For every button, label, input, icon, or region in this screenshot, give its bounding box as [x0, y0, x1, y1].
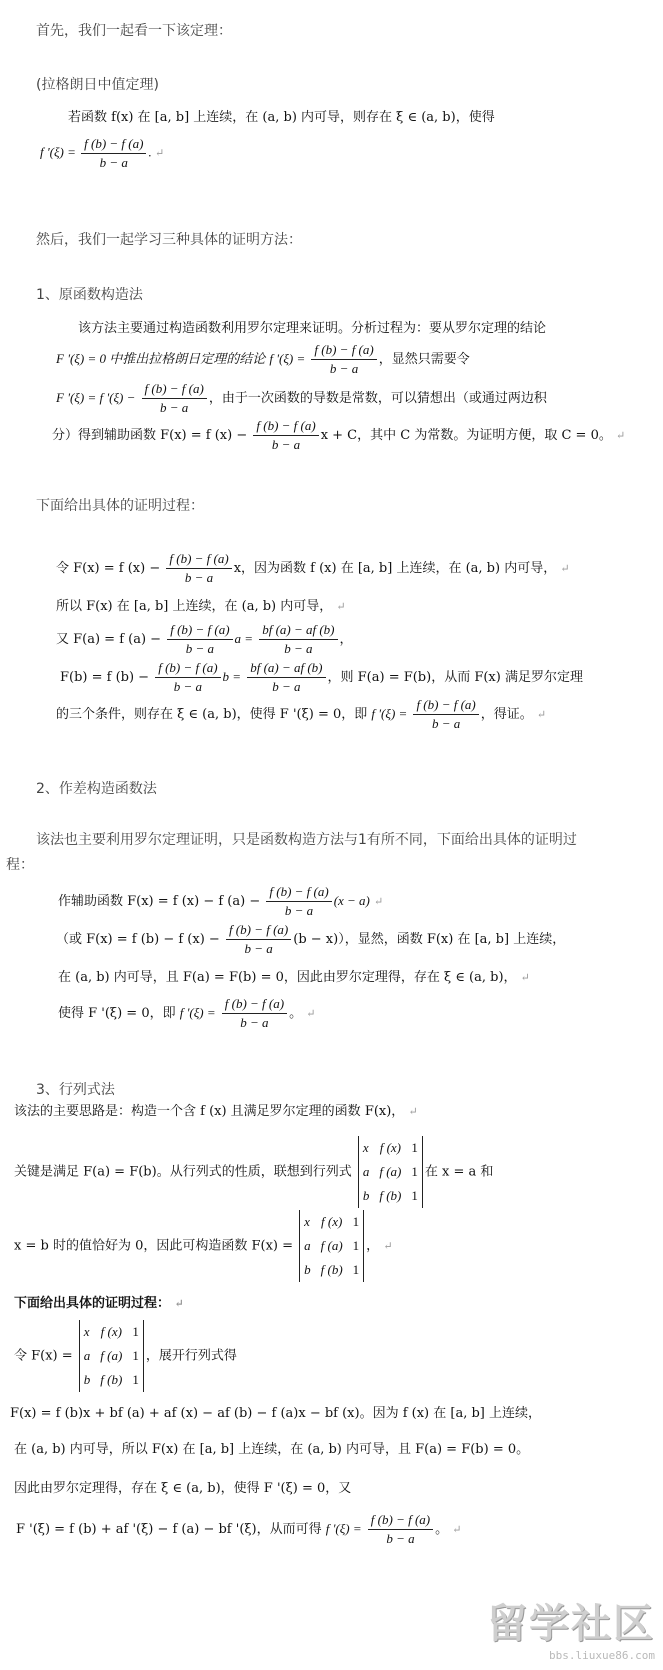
- proof1-l3: [56, 622, 353, 657]
- proof3-l1-b: ，展开行列式得: [145, 1348, 237, 1364]
- det-cell: f (b): [320, 1262, 343, 1277]
- then-text: 然后，我们一起学习三种具体的证明方法：: [36, 232, 302, 248]
- method2-l2-b: (b − x)），显然，函数 F(x) 在 [a, b] 上连续，: [293, 932, 566, 947]
- det-cell: 1: [352, 1214, 360, 1229]
- return-mark-icon: ↵: [408, 1105, 418, 1118]
- method2-l2-a: （或 F(x) = f (b) − f (x) −: [56, 932, 220, 947]
- fraction-numerator: f (b) − f (a): [266, 884, 331, 902]
- mean-value-fraction: [226, 922, 291, 957]
- fraction-numerator: f (b) − f (a): [311, 342, 376, 360]
- fraction-denominator: b − a: [271, 437, 301, 452]
- method2-l3: [58, 966, 530, 985]
- proof3-l2: F(x) = f (b)x + bf (a) + af (x) − af (b) − f (a)x − bf (x)。因为 f (x) 在 [a, b] 上连续，: [10, 1406, 542, 1421]
- f-prime-xi: f '(ξ) =: [269, 351, 306, 366]
- method1-p4-a: 分）得到辅助函数 F(x) = f (x) −: [52, 428, 248, 443]
- method2-l1-b: (x − a): [333, 893, 370, 908]
- fraction-numerator: f (b) − f (a): [167, 622, 232, 640]
- method3-p2-b: 在 x = a 和: [424, 1164, 494, 1180]
- det-cell: x: [83, 1324, 90, 1339]
- method1-p4-b: x + C，其中 C 为常数。为证明方便，取 C = 0。: [320, 428, 612, 443]
- fraction-numerator: f (b) − f (a): [166, 551, 231, 569]
- fraction-denominator: b − a: [99, 155, 128, 170]
- method2-l3-text: 在 (a, b) 内可导，且 F(a) = F(b) = 0，因此由罗尔定理得，存在 ξ ∈ (a, b)，: [58, 970, 517, 985]
- proof3-l1-a: 令 F(x) =: [14, 1348, 73, 1364]
- method1-p3: [56, 381, 547, 416]
- theorem-statement: 若函数 f(x) 在 [a, b] 上连续，在 (a, b) 内可导，则存在 ξ ∈ (a, b)，使得: [68, 110, 495, 125]
- period: 。: [435, 1522, 449, 1537]
- mean-value-fraction: [155, 660, 220, 695]
- det-cell: 1: [411, 1140, 418, 1155]
- method1-heading: 1、原函数构造法: [36, 287, 143, 303]
- watermark-text: 留学社区: [487, 1601, 655, 1647]
- fraction-denominator: b − a: [272, 679, 301, 694]
- fraction-numerator: bf (a) − af (b): [247, 660, 325, 678]
- proof1-l1: [56, 551, 570, 586]
- method2-l4-a: 使得 F '(ξ) = 0，即: [58, 1006, 176, 1021]
- return-mark-icon: ↵: [615, 429, 626, 442]
- return-mark-icon: ↵: [560, 562, 570, 575]
- fraction-numerator: f (b) − f (a): [142, 381, 207, 399]
- proof1-l4: [60, 660, 583, 695]
- det-cell: f (a): [100, 1348, 123, 1363]
- fraction-numerator: f (b) − f (a): [253, 418, 318, 436]
- fraction-denominator: b − a: [160, 400, 189, 415]
- return-mark-icon: ↵: [174, 1297, 184, 1310]
- proof1-l4-a: F(b) = f (b) −: [60, 670, 150, 685]
- fraction-denominator: b − a: [173, 679, 203, 694]
- mean-value-fraction: [311, 342, 376, 377]
- det-cell: b: [304, 1262, 311, 1277]
- det-cell: f (x): [321, 1214, 343, 1229]
- method1-p3-b: ，由于一次函数的导数是常数，可以猜想出（或通过两边积: [208, 391, 547, 406]
- mean-value-fraction: [222, 996, 287, 1031]
- method2-p1b: 程：: [6, 857, 34, 873]
- determinant-fraction: [247, 660, 325, 695]
- method2-heading: 2、作差构造函数法: [36, 781, 157, 797]
- fraction-numerator: f (b) − f (a): [222, 996, 287, 1014]
- f-prime-xi: f '(ξ) =: [179, 1005, 216, 1020]
- f-prime-xi: f '(ξ) =: [325, 1521, 362, 1536]
- fraction-denominator: b − a: [184, 570, 214, 585]
- proof3-l5-a: F '(ξ) = f (b) + af '(ξ) − f (a) − bf '(ξ)，从而可得: [16, 1522, 322, 1537]
- theorem-title: (拉格朗日中值定理): [36, 77, 159, 93]
- method2-p1: 该法也主要利用罗尔定理证明，只是函数构造方法与1有所不同，下面给出具体的证明过: [36, 832, 577, 848]
- proof3-heading-text: 下面给出具体的证明过程：: [14, 1296, 171, 1311]
- f-prime-xi: f '(ξ) =: [40, 144, 76, 160]
- fraction-denominator: b − a: [284, 903, 314, 918]
- proof1-l3-a: 又 F(a) = f (a) −: [56, 632, 162, 647]
- fraction-denominator: b − a: [431, 716, 461, 731]
- det-cell: 1: [411, 1188, 418, 1203]
- method1-p2-a: F '(ξ) = 0 中推出拉格朗日定理的结论: [56, 351, 266, 366]
- fraction-denominator: b − a: [240, 1015, 269, 1030]
- det-cell: f (b): [100, 1372, 123, 1387]
- method1-p1: 该方法主要通过构造函数利用罗尔定理来证明。分析过程为：要从罗尔定理的结论: [78, 321, 547, 336]
- proof1-l3-c: ，: [339, 632, 353, 647]
- proof1-l5-b: ，得证。: [480, 707, 533, 722]
- proof1-l5: [56, 697, 546, 732]
- mean-value-fraction: [266, 884, 331, 919]
- return-mark-icon: ↵: [154, 147, 165, 160]
- watermark-url: bbs.liuxue86.com: [549, 1649, 655, 1662]
- det-cell: x: [304, 1214, 310, 1229]
- det-cell: a: [304, 1238, 311, 1253]
- fraction-numerator: f (b) − f (a): [413, 697, 478, 715]
- theorem-formula: [40, 136, 164, 171]
- det-cell: b: [83, 1372, 91, 1387]
- f-prime-xi: f '(ξ) =: [371, 706, 408, 721]
- determinant: [299, 1210, 364, 1282]
- method2-l4: [58, 996, 315, 1031]
- method1-p3-a: F '(ξ) = f '(ξ) −: [56, 390, 136, 405]
- period: .: [148, 144, 152, 160]
- method2-l1: [58, 884, 383, 919]
- determinant: [79, 1320, 144, 1392]
- return-mark-icon: ↵: [536, 708, 547, 721]
- proof1-l4-c: ，则 F(a) = F(b)，从而 F(x) 满足罗尔定理: [327, 670, 583, 685]
- proof3-l3: 在 (a, b) 内可导，所以 F(x) 在 [a, b] 上连续，在 (a, b) 内可导，且 F(a) = F(b) = 0。: [14, 1442, 530, 1457]
- determinant-fraction: [259, 622, 337, 657]
- det-cell: 1: [352, 1238, 360, 1253]
- fraction-denominator: b − a: [329, 361, 359, 376]
- proof1-l5-a: 的三个条件，则存在 ξ ∈ (a, b)，使得 F '(ξ) = 0，即: [56, 707, 368, 722]
- fraction-numerator: bf (a) − af (b): [259, 622, 337, 640]
- method3-p3-b: ，: [366, 1238, 380, 1254]
- det-cell: 1: [132, 1372, 139, 1387]
- proof1-l3-b: a =: [234, 631, 254, 646]
- return-mark-icon: ↵: [306, 1007, 316, 1020]
- det-cell: f (a): [379, 1164, 402, 1179]
- method2-l2: [56, 922, 565, 957]
- proof3-l5: [16, 1512, 461, 1547]
- proof1-l2-text: 所以 F(x) 在 [a, b] 上连续，在 (a, b) 内可导，: [56, 599, 333, 614]
- fraction-numerator: f (b) − f (a): [226, 922, 291, 940]
- mean-value-fraction: [368, 1512, 433, 1547]
- det-cell: f (x): [100, 1324, 122, 1339]
- return-mark-icon: ↵: [520, 971, 530, 984]
- intro-text: 首先，我们一起看一下该定理：: [36, 23, 232, 39]
- mean-value-fraction: [81, 136, 146, 171]
- det-cell: 1: [132, 1348, 139, 1363]
- fraction-denominator: b − a: [386, 1531, 415, 1546]
- return-mark-icon: ↵: [383, 1239, 393, 1253]
- det-cell: 1: [132, 1324, 139, 1339]
- method3-p2-a: 关键是满足 F(a) = F(b)。从行列式的性质，联想到行列式: [14, 1164, 352, 1180]
- method2-l1-a: 作辅助函数 F(x) = f (x) − f (a) −: [58, 894, 261, 909]
- method3-p3: [14, 1210, 393, 1282]
- proof3-l1: [14, 1320, 237, 1392]
- mean-value-fraction: [413, 697, 478, 732]
- fraction-numerator: f (b) − f (a): [368, 1512, 433, 1530]
- proof1-l1-a: 令 F(x) = f (x) −: [56, 561, 161, 576]
- method3-p1-text: 该法的主要思路是：构造一个含 f (x) 且满足罗尔定理的函数 F(x)，: [14, 1104, 405, 1119]
- proof1-l4-b: b =: [222, 669, 242, 684]
- method1-p4: [52, 418, 625, 453]
- det-cell: x: [362, 1140, 369, 1155]
- proof1-l2: [56, 595, 346, 614]
- method3-p2: [14, 1136, 493, 1208]
- fraction-denominator: b − a: [185, 641, 215, 656]
- period: 。: [289, 1006, 303, 1021]
- mean-value-fraction: [142, 381, 207, 416]
- method1-p2: [56, 342, 470, 377]
- fraction-denominator: b − a: [244, 941, 273, 956]
- fraction-numerator: f (b) − f (a): [155, 660, 220, 678]
- det-cell: f (b): [379, 1188, 402, 1203]
- det-cell: a: [83, 1348, 91, 1363]
- proof1-heading: 下面给出具体的证明过程：: [36, 498, 204, 514]
- method3-p1: [14, 1100, 418, 1119]
- return-mark-icon: ↵: [374, 895, 384, 908]
- mean-value-fraction: [166, 551, 231, 586]
- det-cell: b: [362, 1188, 370, 1203]
- proof1-l1-b: x，因为函数 f (x) 在 [a, b] 上连续，在 (a, b) 内可导，: [233, 561, 557, 576]
- mean-value-fraction: [253, 418, 318, 453]
- det-cell: f (x): [379, 1140, 401, 1155]
- proof3-l4: 因此由罗尔定理得，存在 ξ ∈ (a, b)，使得 F '(ξ) = 0，又: [14, 1481, 352, 1496]
- fraction-numerator: f (b) − f (a): [81, 136, 146, 154]
- mean-value-fraction: [167, 622, 232, 657]
- det-cell: f (a): [320, 1238, 343, 1253]
- return-mark-icon: ↵: [452, 1523, 462, 1536]
- method1-p2-b: ，显然只需要令: [378, 352, 470, 367]
- det-cell: 1: [411, 1164, 418, 1179]
- determinant: [358, 1136, 423, 1208]
- fraction-denominator: b − a: [284, 641, 313, 656]
- proof3-heading: [14, 1292, 184, 1311]
- return-mark-icon: ↵: [336, 600, 346, 613]
- det-cell: 1: [352, 1262, 360, 1277]
- watermark-logo: [487, 1592, 655, 1662]
- det-cell: a: [362, 1164, 370, 1179]
- method3-p3-a: x = b 时的值恰好为 0，因此可构造函数 F(x) =: [14, 1238, 293, 1254]
- method3-heading: 3、行列式法: [36, 1082, 115, 1098]
